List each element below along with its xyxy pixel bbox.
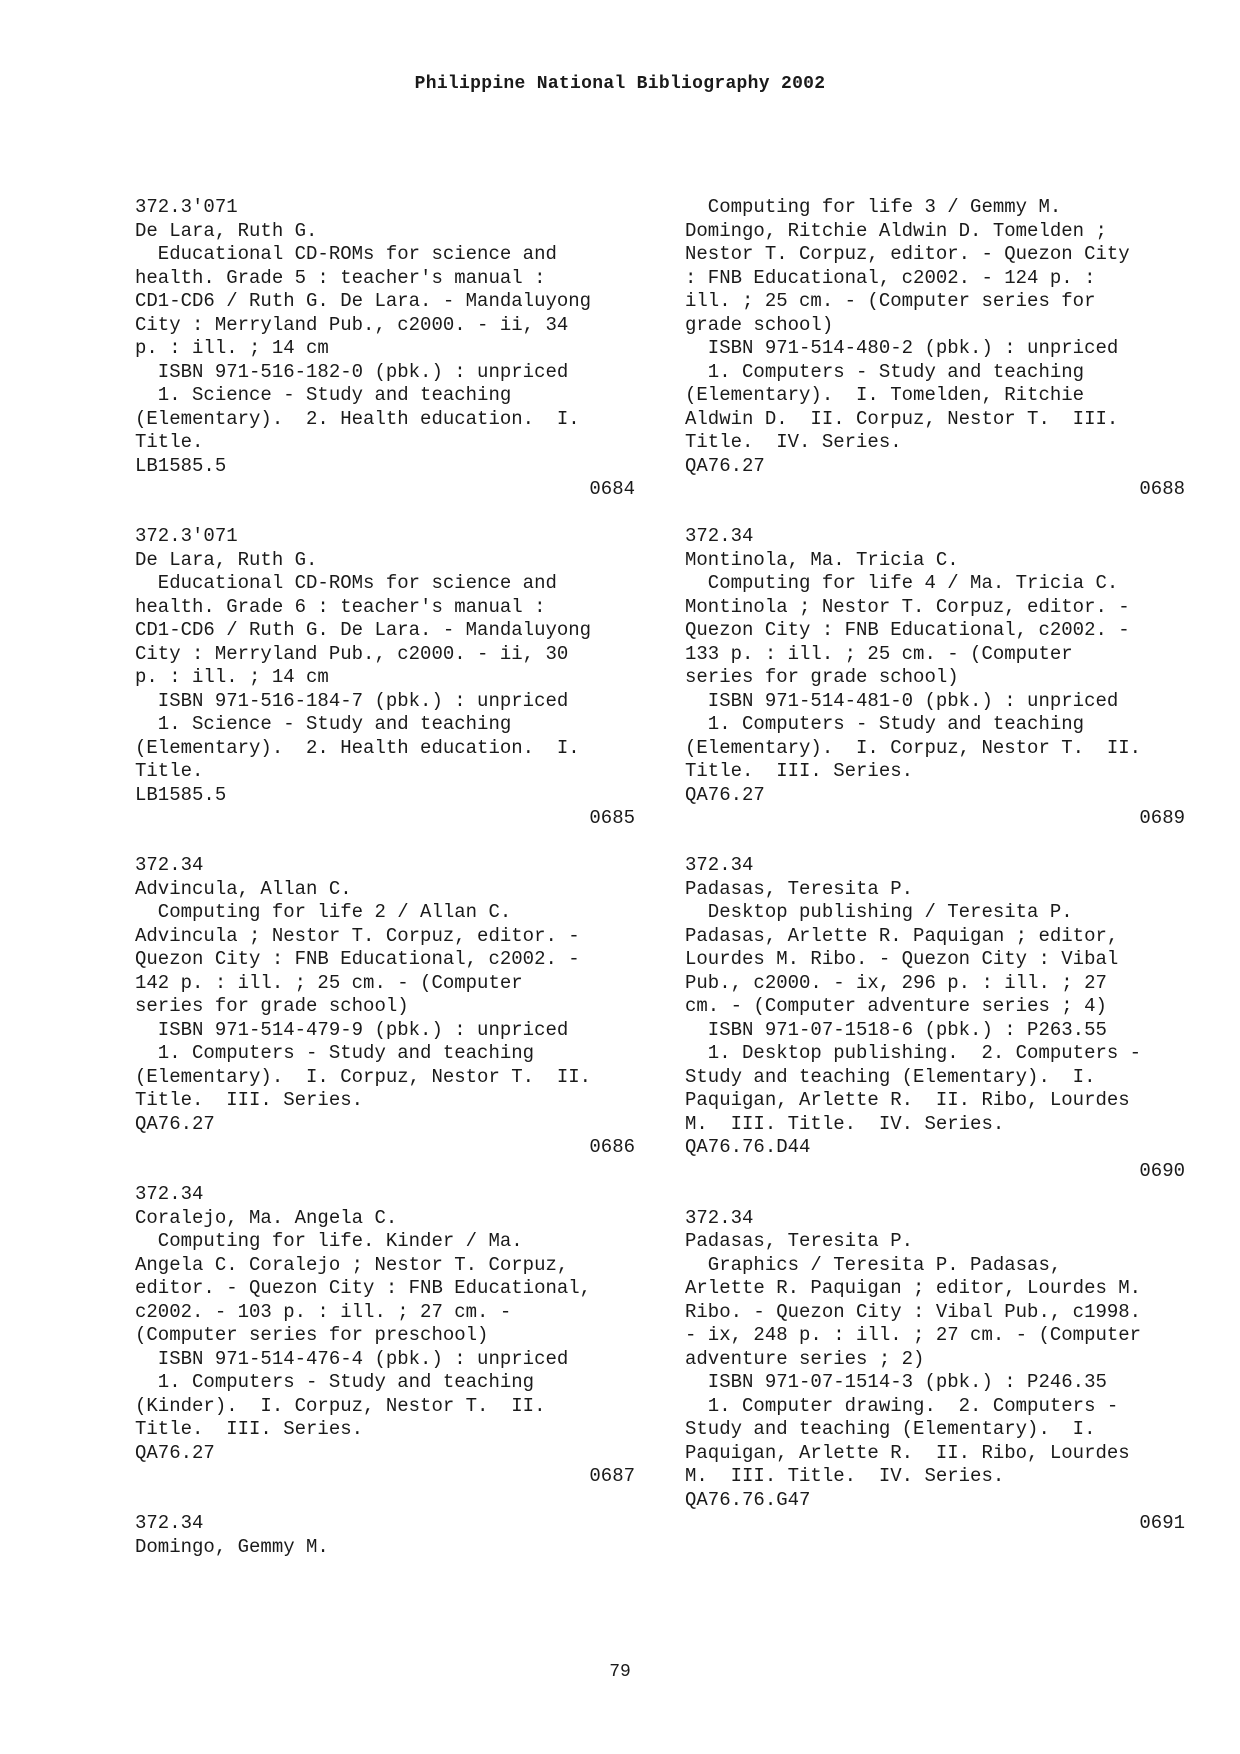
entry-line: Coralejo, Ma. Angela C. [135,1206,398,1229]
entry-number: 0690 [1139,1159,1185,1182]
entry-line: CD1-CD6 / Ruth G. De Lara. - Mandaluyong [135,290,592,312]
entry-line: Title. III. Series. [135,1418,364,1440]
entry-line: Computing for life. Kinder / Ma. [135,1230,523,1252]
entry-line: - ix, 248 p. : ill. ; 27 cm. - (Computer [685,1324,1142,1346]
entry-line: (Elementary). I. Tomelden, Ritchie [685,384,1085,406]
entry-line: ISBN 971-516-184-7 (pbk.) : unpriced [135,689,569,712]
entry-line: Study and teaching (Elementary). I. [685,1418,1096,1440]
entry-line: QA76.27 [685,783,765,806]
entry-line: Title. III. Series. [135,1089,364,1111]
entry-line: 372.34 [685,1206,754,1229]
entry-line: 1. Computers - Study and teaching [135,1042,535,1064]
entry-line: 1. Computers - Study and teaching [685,713,1085,735]
entry-line: ISBN 971-516-182-0 (pbk.) : unpriced [135,360,569,383]
entry-line: ISBN 971-514-481-0 (pbk.) : unpriced [685,689,1119,712]
entry-line: 133 p. : ill. ; 25 cm. - (Computer [685,642,1073,665]
entry-line: Advincula ; Nestor T. Corpuz, editor. - [135,924,580,947]
entry-line: 372.34 [135,854,204,876]
entry-line: LB1585.5 [135,454,227,477]
page-number: 79 [609,1662,631,1682]
entry-line: Advincula, Allan C. [135,877,352,900]
entry-line: Arlette R. Paquigan ; editor, Lourdes M. [685,1277,1142,1299]
entry-line: series for grade school) [135,995,409,1017]
bibliography-entry [135,1183,635,1489]
page-title: Philippine National Bibliography 2002 [414,74,826,94]
entry-line: (Kinder). I. Corpuz, Nestor T. II. [135,1394,546,1417]
left-column [135,196,635,1583]
entry-line: ISBN 971-07-1514-3 (pbk.) : P246.35 [685,1371,1107,1393]
entry-line: 372.34 [685,854,754,876]
entry-line: (Elementary). I. Corpuz, Nestor T. II. [685,736,1142,759]
bibliography-entry [135,525,635,831]
entry-line: 372.3'071 [135,525,238,547]
entry-line: 1. Science - Study and teaching [135,713,512,735]
entry-line: CD1-CD6 / Ruth G. De Lara. - Mandaluyong [135,619,592,641]
bibliography-entry [685,1207,1185,1536]
entry-line: health. Grade 5 : teacher's manual : [135,266,546,289]
bibliography-entry [135,196,635,502]
entry-line: 1. Computers - Study and teaching [135,1371,535,1393]
entry-line: Computing for life 3 / Gemmy M. [685,196,1062,218]
entry-line: 1. Desktop publishing. 2. Computers - [685,1042,1142,1064]
entry-line: Nestor T. Corpuz, editor. - Quezon City [685,243,1130,265]
entry-line: Title. IV. Series. [685,431,902,453]
entry-line: 372.3'071 [135,196,238,218]
entry-line: Montinola ; Nestor T. Corpuz, editor. - [685,595,1130,618]
entry-line: (Computer series for preschool) [135,1324,489,1346]
entry-line: Quezon City : FNB Educational, c2002. - [135,948,580,970]
entry-line: 372.34 [135,1512,204,1534]
entry-line: Educational CD-ROMs for science and [135,243,557,265]
entry-line: QA76.27 [135,1112,215,1135]
entry-line: Domingo, Gemmy M. [135,1535,329,1558]
entry-number: 0686 [589,1136,635,1158]
entry-line: adventure series ; 2) [685,1347,925,1370]
entry-line: 1. Computer drawing. 2. Computers - [685,1394,1119,1417]
entry-line: (Elementary). 2. Health education. I. [135,407,580,430]
entry-line: Pub., c2000. - ix, 296 p. : ill. ; 27 [685,971,1107,994]
entry-line: De Lara, Ruth G. [135,219,318,242]
entry-line: ISBN 971-514-479-9 (pbk.) : unpriced [135,1018,569,1041]
bibliography-entry [685,525,1185,831]
entry-line: Padasas, Arlette R. Paquigan ; editor, [685,924,1119,947]
entry-line: (Elementary). I. Corpuz, Nestor T. II. [135,1065,592,1088]
entry-line: M. III. Title. IV. Series. [685,1112,1005,1135]
entry-line: LB1585.5 [135,783,227,806]
bibliography-entry [685,196,1185,502]
entry-line: p. : ill. ; 14 cm [135,337,329,359]
bibliography-entry [685,854,1185,1183]
entry-number: 0684 [589,478,635,500]
entry-line: ISBN 971-07-1518-6 (pbk.) : P263.55 [685,1018,1107,1041]
entry-line: Angela C. Coralejo ; Nestor T. Corpuz, [135,1253,569,1276]
right-column [685,196,1185,1559]
entry-line: Desktop publishing / Teresita P. [685,901,1073,923]
entry-line: Quezon City : FNB Educational, c2002. - [685,619,1130,641]
entry-line: Paquigan, Arlette R. II. Ribo, Lourdes [685,1441,1130,1464]
entry-line: QA76.27 [135,1441,215,1464]
entry-line: Aldwin D. II. Corpuz, Nestor T. III. [685,407,1119,430]
entry-line: Study and teaching (Elementary). I. [685,1065,1096,1088]
entry-line: Lourdes M. Ribo. - Quezon City : Vibal [685,948,1119,970]
entry-line: Title. III. Series. [685,760,914,782]
bibliography-entry [135,854,635,1160]
entry-line: Ribo. - Quezon City : Vibal Pub., c1998. [685,1300,1142,1323]
entry-line: 142 p. : ill. ; 25 cm. - (Computer [135,971,523,994]
entry-number: 0685 [589,807,635,829]
entry-line: ill. ; 25 cm. - (Computer series for [685,290,1096,312]
entry-line: Title. [135,431,204,453]
entry-line: Paquigan, Arlette R. II. Ribo, Lourdes [685,1089,1130,1111]
entry-line: Title. [135,760,204,782]
entry-line: QA76.76.G47 [685,1488,811,1511]
entry-line: grade school) [685,313,834,336]
entry-number: 0691 [1139,1512,1185,1534]
entry-line: editor. - Quezon City : FNB Educational, [135,1277,592,1299]
entry-line: p. : ill. ; 14 cm [135,666,329,688]
entry-line: Educational CD-ROMs for science and [135,572,557,594]
entry-line: Padasas, Teresita P. [685,1230,914,1252]
entry-number: 0688 [1139,478,1185,500]
entry-line: : FNB Educational, c2002. - 124 p. : [685,266,1096,289]
entry-line: 372.34 [685,525,754,547]
entry-line: M. III. Title. IV. Series. [685,1465,1005,1487]
entry-line: QA76.27 [685,454,765,477]
entry-line: City : Merryland Pub., c2000. - ii, 30 [135,642,569,665]
entry-line: c2002. - 103 p. : ill. ; 27 cm. - [135,1300,512,1323]
entry-number: 0689 [1139,807,1185,829]
entry-line: ISBN 971-514-476-4 (pbk.) : unpriced [135,1347,569,1370]
entry-line: QA76.76.D44 [685,1136,811,1158]
entry-line: De Lara, Ruth G. [135,548,318,571]
entry-number: 0687 [589,1465,635,1487]
entry-line: 372.34 [135,1183,204,1205]
entry-line: (Elementary). 2. Health education. I. [135,736,580,759]
entry-line: Padasas, Teresita P. [685,877,914,900]
bibliography-entry [135,1512,635,1559]
entry-line: 1. Computers - Study and teaching [685,360,1085,383]
entry-line: Graphics / Teresita P. Padasas, [685,1253,1062,1276]
entry-line: Domingo, Ritchie Aldwin D. Tomelden ; [685,219,1107,242]
entry-line: Montinola, Ma. Tricia C. [685,548,959,571]
entry-line: 1. Science - Study and teaching [135,384,512,406]
entry-line: ISBN 971-514-480-2 (pbk.) : unpriced [685,337,1119,359]
entry-line: Computing for life 4 / Ma. Tricia C. [685,572,1119,594]
entry-line: Computing for life 2 / Allan C. [135,901,512,923]
entry-line: health. Grade 6 : teacher's manual : [135,595,546,618]
entry-line: cm. - (Computer adventure series ; 4) [685,995,1107,1017]
entry-line: City : Merryland Pub., c2000. - ii, 34 [135,313,569,336]
entry-line: series for grade school) [685,666,959,688]
